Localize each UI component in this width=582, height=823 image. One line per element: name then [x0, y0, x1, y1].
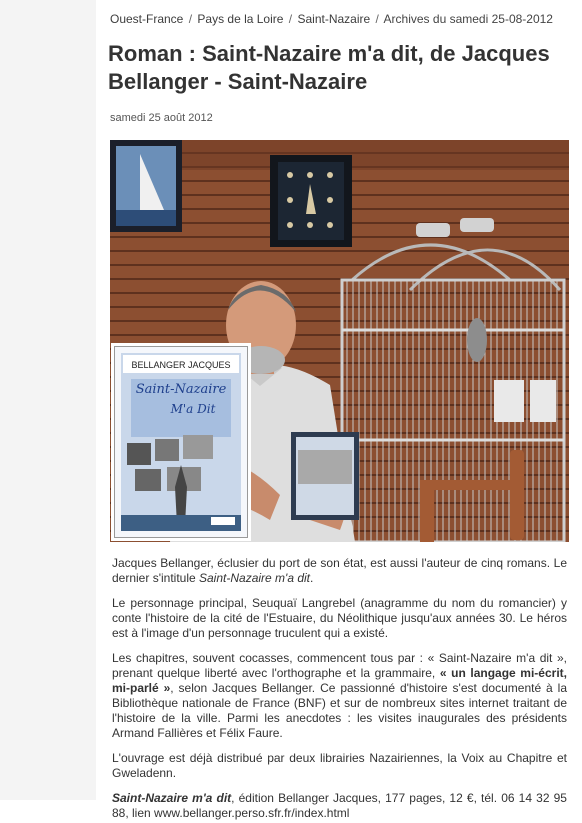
book-title-line-1: Saint-Nazaire: [135, 382, 227, 397]
article-title: Roman : Saint-Nazaire m'a dit, de Jacques Bellanger - Saint-Nazaire: [108, 41, 550, 94]
paragraph-2: Le personnage principal, Seuquaï Langrebel (anagramme du nom du romancier) y conte l'histoire de la cité de l'Estuaire, du Néolithique jusqu'aux années 30. Le héros est à l'image d'un personnage truculent qui a existé.: [112, 596, 567, 640]
paragraph-3-strong: « un langage mi-écrit, mi-parlé »: [112, 666, 567, 695]
breadcrumb-separator: /: [288, 12, 293, 26]
breadcrumb-item-saint-nazaire[interactable]: Saint-Nazaire: [297, 12, 371, 26]
paragraph-5: [112, 791, 567, 821]
paragraph-3-text-b: , selon Jacques Bellanger. Ce passionné d'histoire s'est documenté à la Bibliothèque nationale de France (BNF) et sur de nombreux sites internet traitant de l'histoire de la ville. Parmi les anecdotes : les visites inaugurales des présidents Armand Fallières et Félix Faure.: [112, 681, 567, 740]
paragraph-1: [112, 556, 567, 586]
breadcrumb-item-archives: Archives du samedi 25-08-2012: [383, 12, 553, 26]
book-cover-inset: [114, 346, 248, 538]
breadcrumb-separator: /: [188, 12, 193, 26]
paragraph-5-text: , édition Bellanger Jacques, 177 pages, 12 €, tél. 06 14 32 95 88, lien www.bellanger.perso.sfr.fr/index.html: [112, 791, 567, 820]
paragraph-1-end: .: [310, 571, 314, 585]
book-in-hand: [291, 432, 359, 520]
paragraph-5-title: Saint-Nazaire m'a dit: [112, 791, 232, 805]
breadcrumb-separator: /: [375, 12, 379, 26]
book-cover: [115, 347, 247, 537]
book-author: BELLANGER JACQUES: [131, 360, 231, 370]
article-date: samedi 25 août 2012: [110, 112, 213, 124]
paragraph-4: L'ouvrage est déjà distribué par deux librairies Nazairiennes, la Voix au Chapitre et Gweladenn.: [112, 751, 567, 780]
paragraph-3: [112, 651, 567, 741]
paragraph-1-title: Saint-Nazaire m'a dit: [199, 571, 310, 585]
page-left-margin: [0, 0, 96, 800]
breadcrumb: [110, 12, 553, 26]
paragraph-1-text: Jacques Bellanger, éclusier du port de son état, est aussi l'auteur de cinq romans. Le dernier s'intitule: [112, 556, 567, 585]
paragraph-3-text-a: Les chapitres, souvent cocasses, commencent tous par : « Saint-Nazaire m'a dit », prenant quelque liberté avec l'orthographe et la grammaire,: [112, 651, 567, 680]
breadcrumb-item-pays-de-la-loire[interactable]: Pays de la Loire: [197, 12, 284, 26]
book-title-line-2: M'a Dit: [170, 402, 216, 416]
article-body: [112, 556, 567, 823]
breadcrumb-item-ouest-france[interactable]: Ouest-France: [110, 12, 184, 26]
